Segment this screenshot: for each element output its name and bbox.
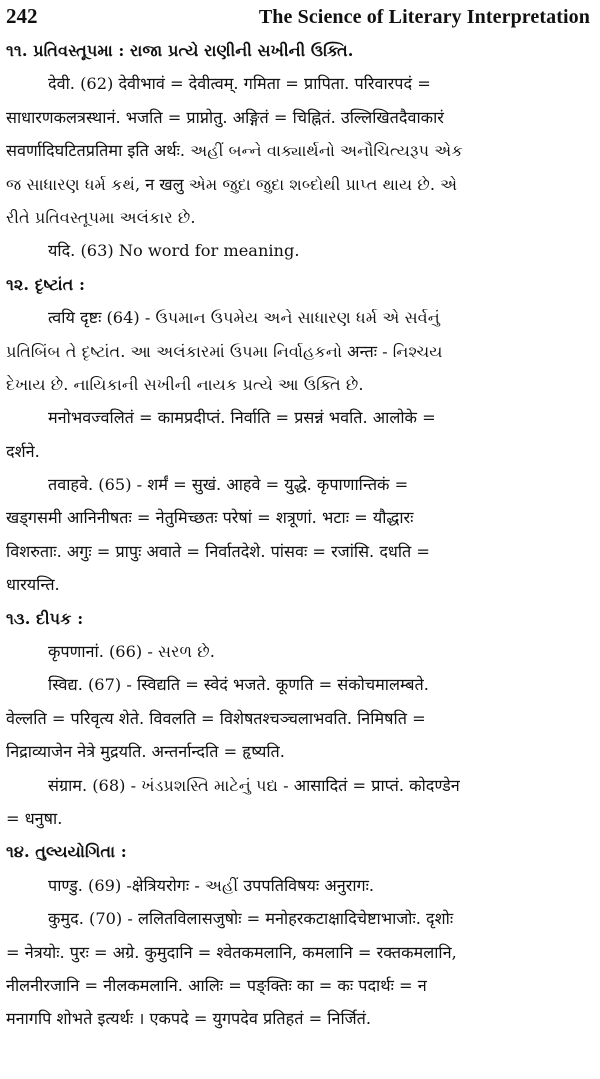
text-line: मनोभवज्वलितं = कामप्रदीप्तं. निर्वाति = प्रसन्नं भवति. आलोके = [48, 408, 436, 428]
text-line: देवी. (62) देवीभावं = देवीत्वम्. गमिता = प्रापिता. परिवारपदं = [48, 74, 431, 94]
text-line: દેખાય છે. નાયિકાની સખીની નાયક પ્રત્યે આ ઉક્તિ છે. [6, 374, 364, 394]
text-line: રીતે પ્રતિવસ્તૂપમા અલંકાર છે. [6, 207, 196, 227]
text-line: स्विद्य. (67) - स्विद्यति = स्वेदं भजते. कूणति = संकोचमालम्बते. [48, 675, 429, 695]
section-heading: ૧૩. દીપક : [6, 608, 84, 628]
section-heading: ૧૪. તુલ્યયોગિતા : [6, 842, 127, 862]
text-line: नीलनीरजानि = नीलकमलानि. आलिः = पङ्क्तिः का = कः पदार्थः = न [6, 975, 427, 995]
text-line: दर्शने. [6, 441, 40, 461]
text-line: विशरुताः. अगुः = प्रापुः अवाते = निर्वातदेशे. पांसवः = रजांसि. दधति = [6, 541, 430, 561]
text-line: પ્રતિબિંબ તે દૃષ્ટાંત. આ અલંકારમાં ઉપમા નિર્વાહકનો अन्तः - નિશ્ચય [6, 341, 443, 361]
text-line: = नेत्रयोः. पुरः = अग्रे. कुमुदानि = श्वेतकमलानि, कमलानि = रक्तकमलानि, [6, 942, 457, 962]
text-line: यदि. (63) No word for meaning. [48, 241, 300, 261]
text-line: संग्राम. (68) - ખંડપ્રશસ્તિ માટેનું પદ્ય - आसादितं = प्राप्तं. कोदण्डेन [48, 775, 460, 795]
section-heading: ૧૨. દૃષ્ટાંત : [6, 274, 85, 294]
page-header [6, 4, 590, 34]
text-line: खड्गसमी आनिनीषतः = नेतुमिच्छतः परेषां = शत्रूणां. भटाः = यौद्धारः [6, 508, 414, 528]
text-line: धारयन्ति. [6, 575, 60, 595]
text-line: त्वयि दृष्टः (64) - ઉપમાન ઉપમેય અને સાધારણ ધર્મ એ સર્વનું [48, 308, 440, 328]
text-line: निद्राव्याजेन नेत्रे मुद्रयति. अन्तर्नान्दति = हृष्यति. [6, 742, 285, 762]
text-line: तवाहवे. (65) - शर्मं = सुखं. आहवे = युद्धे. कृपाणान्तिकं = [48, 475, 409, 495]
text-line: कुमुद. (70) - ललितविलासजुषोः = मनोहरकटाक्षादिचेष्टाभाजोः. दृशोः [48, 909, 454, 929]
section-heading: ૧૧. પ્રતિવસ્તૂપમા : રાજા પ્રત્યે રાણીની સખીની ઉક્તિ. [6, 41, 354, 60]
text-line: पाण्डु. (69) -क्षेत्रियरोगः - અહીં उपपतिविषयः अनुरागः. [48, 875, 375, 895]
text-line: वेल्लति = परिवृत्य शेते. विवलति = विशेषतश्चञ्चलाभवति. निमिषति = [6, 708, 426, 728]
text-line: मनागपि शोभते इत्यर्थः । एकपदे = युगपदेव प्रतिहतं = निर्जितं. [6, 1009, 372, 1029]
text-line: कृपणानां. (66) - સરળ છે. [48, 642, 215, 662]
running-title: The Science of Literary Interpretation [258, 6, 590, 28]
text-line: साधारणकलत्रस्थानं. भजति = प्राप्नोतु. अङ्गितं = चिह्नितं. उल्लिखितदैवाकारं [6, 107, 444, 127]
text-line: જ સાધારણ ધર્મ કથં, न खलु એમ જુદા જુદા શબ્દોથી પ્રાપ્ત થાય છે. એ [6, 174, 458, 194]
page-body [6, 34, 590, 1036]
text-line: सवर्णादिघटितप्रतिमा इति अर्थः. અહીં બન્ને વાક્યાર્થનો અનૌચિત્યરૂપ એક [6, 141, 463, 161]
page-number: 242 [6, 4, 38, 28]
text-line: = धनुषा. [6, 808, 63, 828]
